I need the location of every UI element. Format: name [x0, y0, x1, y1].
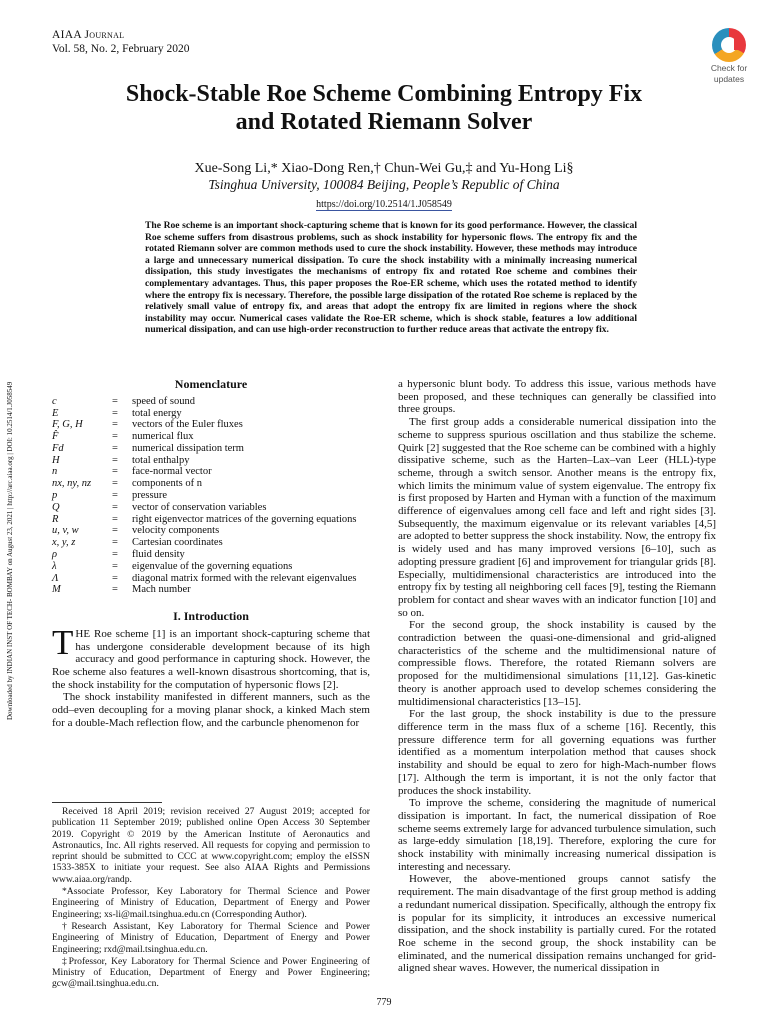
nomenclature-definition: fluid density: [132, 549, 185, 561]
check-for-updates-icon: [712, 28, 746, 62]
journal-header: [52, 28, 189, 56]
nomenclature-equals: =: [112, 431, 118, 443]
nomenclature-equals: =: [112, 525, 118, 537]
nomenclature-equals: =: [112, 454, 118, 466]
nomenclature-row: [52, 490, 370, 502]
nomenclature-row: [52, 396, 370, 408]
footnote-received: Received 18 April 2019; revision received 27 August 2019; accepted for publication 11 September 2019; published online Open Access 30 September 2019. Copyright © 2019 by the American Institute of Aeronautics and Astronautics, Inc. All rights reserved. All requests for copying and permission to reprint should be submitted to CCC at www.copyright.com; employ the eISSN 1533-385X to initiate your request. See also AIAA Rights and Permissions www.aiaa.org/randp.: [52, 806, 370, 885]
nomenclature-definition: Cartesian coordinates: [132, 537, 223, 549]
nomenclature-symbol: F, G, H: [52, 419, 83, 431]
nomenclature-symbol: M: [52, 584, 61, 596]
affiliation: Tsinghua University, 100084 Beijing, People’s Republic of China: [208, 177, 560, 192]
nomenclature-definition: velocity components: [132, 525, 220, 537]
nomenclature-row: [52, 478, 370, 490]
journal-volume: Vol. 58, No. 2, February 2020: [52, 43, 190, 55]
nomenclature-equals: =: [112, 419, 118, 431]
nomenclature-definition: right eigenvector matrices of the governing equations: [132, 513, 357, 525]
badge-line2: updates: [713, 74, 745, 84]
nomenclature-definition: total energy: [132, 407, 182, 419]
nomenclature-definition: eigenvalue of the governing equations: [132, 560, 293, 572]
footnote-author-1: *Associate Professor, Key Laboratory for Thermal Science and Power Engineering of Ministry of Education, Department of Energy and Power Engineering; xs-li@mail.tsinghua.edu.cn (Corresponding Author).: [52, 886, 370, 920]
nomenclature-symbol: H: [52, 454, 60, 466]
right-paragraph-1: The first group adds a considerable numerical dissipation into the scheme to suppress spurious oscillation and thus stabilize the scheme. Quirk [2] suggested that the Roe scheme can be combined with a highly dissipative scheme, such as the Harten–Lax–van Leer (HLL)-type scheme, through a switch sensor. Another means is the entropy fix, which limits the minimum value of system eigenvalue. The entropy fix is first proposed by Harten and Hyman with a function of the maximum difference of eigenvalues among cell face and left and right sides [3]. Subsequently, the maximum eigenvalue or its relevant variables [4,5] are adopted to better suppress the shock instability. Now, the entropy fix is widely used and has many improved versions [6–10], such as adopting pressure gradient [6] and improvement for triangular grids [8]. Especially, multidimensional characteristics are introduced into the entropy fix by testing all neighboring cell faces [9], testing the Riemann problem for contact and shear waves with an indicator function [10] and so on.: [398, 416, 716, 619]
abstract: The Roe scheme is an important shock-capturing scheme that is known for its good performance. However, the classical Roe scheme suffers from disastrous problems, such as shock instability for hypersonic flows. The entropy fix and the rotated Riemann solver are common methods used to cure the shock instability. However, these methods may introduce a large and unnecessary numerical dissipation. To cure the shock instability with a minimally increasing numerical dissipation, this study investigates the mechanisms of entropy fix and rotated Roe scheme and combines their complementary advantages. Thus, this paper proposes the Roe-ER scheme, which uses the rotated method to identify where the entropy fix is necessary. Therefore, the possible large dissipation of the rotated Roe scheme is replaced by the relatively small value of entropy fix, and areas that adopt the entropy fix are limited in regions where the shock instability may occur. Numerical cases validate the Roe-ER scheme, which is shock stable, features a low additional numerical dissipation, and can use high-order reconstruction to further reduce areas that activate the entropy fix.: [145, 220, 637, 336]
nomenclature-symbol: ρ: [52, 549, 58, 561]
nomenclature-definition: Mach number: [132, 584, 191, 596]
journal-name: AIAA Journal: [52, 29, 125, 41]
nomenclature-definition: numerical dissipation term: [132, 442, 244, 454]
nomenclature-equals: =: [112, 572, 118, 584]
nomenclature-row: [52, 419, 370, 431]
introduction-heading: I. Introduction: [173, 609, 249, 624]
nomenclature-definition: vectors of the Euler fluxes: [132, 419, 243, 431]
right-paragraph-0: a hypersonic blunt body. To address this issue, various methods have been proposed, and these techniques can generally be classified into three groups.: [398, 378, 716, 416]
nomenclature-equals: =: [112, 501, 118, 513]
nomenclature-equals: =: [112, 466, 118, 478]
nomenclature-symbol: Λ: [52, 572, 59, 584]
nomenclature-equals: =: [112, 407, 118, 419]
download-watermark-text: Downloaded by INDIAN INST OF TECH- BOMBAY on August 23, 2021 | http://arc.aiaa.org | DOI: 10.2514/1.J058549: [6, 381, 14, 720]
nomenclature-row: [52, 561, 370, 573]
nomenclature-definition: diagonal matrix formed with the relevant eigenvalues: [132, 572, 357, 584]
left-column: [52, 378, 370, 730]
nomenclature-definition: vector of conservation variables: [132, 501, 267, 513]
footnote-author-2: †Research Assistant, Key Laboratory for Thermal Science and Power Engineering of Ministry of Education, Department of Energy and Power Engineering; rxd@mail.tsinghua.edu.cn.: [52, 920, 370, 955]
nomenclature-definition: face-normal vector: [132, 466, 212, 478]
nomenclature-row: [52, 514, 370, 526]
title-line-2: and Rotated Riemann Solver: [235, 109, 533, 135]
nomenclature-symbol: nx, ny, nz: [52, 478, 92, 490]
nomenclature-definition: total enthalpy: [132, 454, 190, 466]
footnotes: [52, 806, 370, 991]
nomenclature-row: [52, 537, 370, 549]
right-paragraph-5: However, the above-mentioned groups cannot satisfy the requirement. The main disadvantage of the first group method is adding a redundant numerical dissipation. Specifically, although the entropy fix is popular for its simplicity, it introduces an excessive numerical dissipation, and the shock instability is partially cured. For the rotated Roe scheme in the second group, the shock instability can be eliminated, and the numerical dissipation remains unchanged for grid-aligned shear waves. However, the numerical dissipation in: [398, 873, 716, 975]
footnote-author-3: ‡Professor, Key Laboratory for Thermal Science and Power Engineering of Ministry of Education, Department of Energy and Power Engineering; gcw@mail.tsinghua.edu.cn.: [52, 955, 370, 990]
nomenclature-equals: =: [112, 537, 118, 549]
nomenclature-equals: =: [112, 560, 118, 572]
nomenclature-equals: =: [112, 478, 118, 490]
nomenclature-equals: =: [112, 513, 118, 525]
nomenclature-row: [52, 431, 370, 443]
right-column: [398, 378, 716, 975]
nomenclature-heading: Nomenclature: [174, 377, 248, 391]
title-line-1: Shock-Stable Roe Scheme Combining Entropy Fix: [125, 81, 643, 107]
nomenclature-row: [52, 455, 370, 467]
doi-link-wrap: [40, 199, 728, 210]
nomenclature-table: [52, 396, 370, 597]
nomenclature-symbol: R: [52, 513, 59, 525]
nomenclature-symbol: x, y, z: [52, 537, 76, 549]
right-paragraph-2: For the second group, the shock instability is caused by the contradiction between the quasi-one-dimensional and grid-aligned characteristics of the scheme and the multidimensional nature of compressible flows. Therefore, the rotated Riemann solvers are proposed for the multidimensional simulations [11,12]. Gas-kinetic theory is another approach used to develop schemes considering the multidimensional characteristics [13–15].: [398, 619, 716, 708]
nomenclature-row: [52, 573, 370, 585]
nomenclature-definition: pressure: [132, 490, 167, 502]
nomenclature-row: [52, 408, 370, 420]
authors: Xue-Song Li,* Xiao-Dong Ren,† Chun-Wei Gu,‡ and Yu-Hong Li§: [194, 161, 574, 176]
intro-paragraph-1-text: HE Roe scheme [1] is an important shock-capturing scheme that has undergone considerable development because of its high accuracy and good performance in capturing shock. However, the Roe scheme also features a well-known disastrous shortcoming, that is, the shock instability for the computation of hypersonic flows [2].: [52, 627, 370, 691]
nomenclature-symbol: λ: [52, 560, 57, 572]
nomenclature-symbol: E: [52, 407, 59, 419]
nomenclature-row: [52, 443, 370, 455]
nomenclature-equals: =: [112, 584, 118, 596]
nomenclature-symbol: p: [52, 490, 58, 502]
intro-paragraph-2: The shock instability manifested in different manners, such as the odd–even decoupling for a moving planar shock, a kinked Mach stem for a double-Mach reflection flow, and the carbuncle phenomenon for: [52, 691, 370, 729]
nomenclature-definition: numerical flux: [132, 431, 194, 443]
nomenclature-equals: =: [112, 490, 118, 502]
intro-paragraph-1: [52, 622, 370, 692]
nomenclature-symbol: Q: [52, 501, 60, 513]
nomenclature-row: [52, 549, 370, 561]
nomenclature-symbol: c: [52, 395, 57, 407]
nomenclature-symbol: u, v, w: [52, 525, 79, 537]
nomenclature-symbol: n: [52, 466, 58, 478]
nomenclature-symbol: F̂: [52, 431, 59, 443]
paper-title: [40, 80, 728, 136]
check-for-updates-badge[interactable]: [703, 28, 755, 84]
nomenclature-row: [52, 584, 370, 596]
nomenclature-equals: =: [112, 442, 118, 454]
doi-link[interactable]: https://doi.org/10.2514/1.J058549: [316, 199, 452, 210]
footnote-rule: [52, 802, 162, 803]
nomenclature-definition: speed of sound: [132, 395, 195, 407]
nomenclature-body: [52, 396, 370, 597]
nomenclature-row: [52, 466, 370, 478]
nomenclature-equals: =: [112, 395, 118, 407]
right-paragraph-3: For the last group, the shock instability is due to the pressure difference term in the mass flux of a scheme [16]. Recently, this pressure difference term for all governing equations was further identified as a momentum interpolation method that causes shock instability and should be equal to zero for high-Mach-number flows [17]. Although the term is important, it is not the only factor that produces the shock instability.: [398, 708, 716, 797]
nomenclature-row: [52, 525, 370, 537]
nomenclature-equals: =: [112, 549, 118, 561]
drop-cap: T: [52, 622, 74, 662]
badge-line1: Check for: [710, 63, 748, 73]
right-paragraph-4: To improve the scheme, considering the magnitude of numerical dissipation is important. In fact, the numerical dissipation of Roe scheme seems extremely large for advanced turbulence simulation, such as large-eddy simulation [18,19]. Therefore, exploring the cure for shock instability with minimally increasing numerical dissipation is interesting and necessary.: [398, 797, 716, 873]
nomenclature-row: [52, 502, 370, 514]
page-number: 779: [376, 997, 392, 1008]
download-watermark: [4, 290, 18, 720]
nomenclature-definition: components of n: [132, 478, 202, 490]
nomenclature-symbol: Fd: [52, 442, 64, 454]
